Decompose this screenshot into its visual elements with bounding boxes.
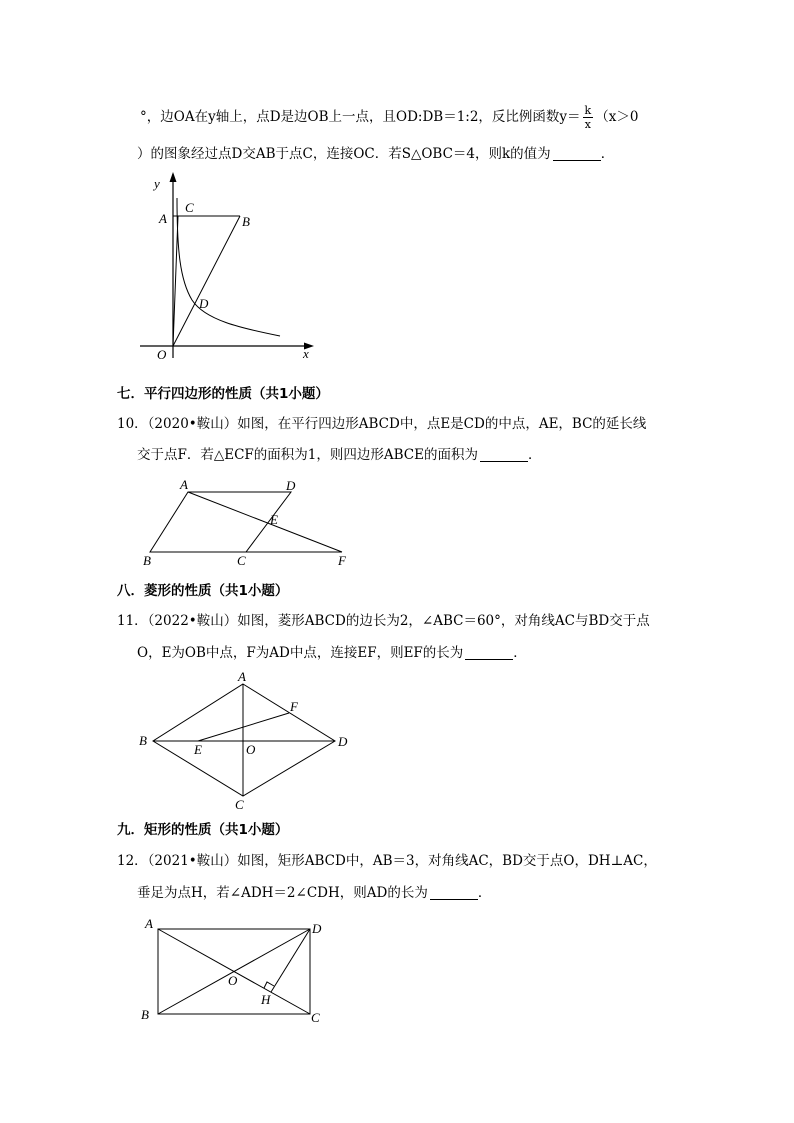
q12-label-C: C [311, 1010, 320, 1025]
q11-label-A: A [238, 669, 246, 684]
q11-line2 [137, 643, 527, 663]
q11-label-B: B [139, 733, 147, 748]
q9-label-D: D [199, 296, 209, 311]
q9-hyperbola [177, 198, 280, 336]
q9-line2-end: ． [600, 146, 615, 162]
q9-frac-num: k [584, 104, 592, 117]
q12-line1: 12．（2021•鞍山）如图，矩形ABCD中，AB＝3，对角线AC，BD交于点O，DH⊥AC， [117, 853, 657, 869]
q10-answer-blank [480, 447, 528, 462]
q9-line2-text: ）的图象经过点D交AB于点C，连接OC．若S△OBC＝4，则k的值为 [137, 146, 551, 162]
q9-segment-OB [173, 216, 240, 346]
q10-label-D: D [286, 478, 296, 493]
q11-figure [135, 668, 355, 813]
q9-label-C: C [185, 200, 194, 215]
q10-segment-AF [188, 492, 342, 552]
q10-label-C: C [237, 553, 246, 568]
q11-rhombus-ABCD [153, 684, 335, 796]
q12-figure [135, 912, 335, 1027]
q12-answer-blank [430, 885, 478, 900]
q9-line1 [140, 104, 638, 131]
q10-label-F: F [338, 553, 346, 568]
q12-label-D: D [312, 921, 322, 936]
q9-label-B: B [242, 214, 250, 229]
q9-segment-OC [173, 216, 178, 346]
q9-label-A: A [159, 211, 167, 226]
q11-answer-blank [465, 645, 513, 660]
q9-fraction [583, 104, 594, 131]
q12-line2-end: ． [477, 885, 492, 901]
q11-label-D: D [338, 734, 348, 749]
q10-line2 [137, 445, 542, 465]
q11-label-E: E [194, 742, 202, 757]
q9-line2 [137, 144, 614, 164]
q10-label-A: A [180, 477, 188, 492]
q11-line2-end: ． [513, 645, 527, 661]
q12-label-H: H [261, 992, 271, 1007]
q11-line2-text: O，E为OB中点，F为AD中点，连接EF，则EF的长为 [137, 645, 464, 661]
q12-label-A: A [145, 916, 153, 931]
q9-label-O: O [157, 347, 167, 362]
q9-label-y: y [154, 176, 160, 191]
q12-line2 [137, 883, 491, 903]
q11-label-O: O [246, 742, 256, 757]
q10-line1: 10．（2020•鞍山）如图，在平行四边形ABCD中，点E是CD的中点，AE，BC的延长线 [117, 416, 647, 432]
q9-frac-den: x [584, 118, 591, 131]
q10-figure [135, 474, 365, 570]
q11-label-F: F [290, 699, 298, 714]
q9-y-axis-arrow [170, 172, 177, 182]
section-heading-8: 八．菱形的性质（共1小题） [117, 583, 289, 599]
q12-segment-DH [271, 929, 310, 992]
q9-figure [130, 170, 330, 370]
q12-right-angle-mark [264, 982, 274, 988]
q11-line1: 11．（2022•鞍山）如图，菱形ABCD的边长为2，∠ABC＝60°，对角线AC与BD交于点 [117, 613, 650, 629]
q10-label-B: B [143, 553, 151, 568]
q10-label-E: E [270, 512, 278, 527]
q11-label-C: C [235, 797, 244, 812]
q10-line2-text: 交于点F．若△ECF的面积为1，则四边形ABCE的面积为 [137, 447, 478, 463]
q9-line1-pre: °，边OA在y轴上，点D是边OB上一点，且OD:DB＝1:2，反比例函数y＝ [140, 109, 581, 125]
q10-line2-end: ． [528, 447, 542, 463]
q9-answer-blank [553, 146, 601, 161]
q12-line2-text: 垂足为点H，若∠ADH＝2∠CDH，则AD的长为 [137, 885, 428, 901]
q9-label-x: x [303, 346, 309, 361]
q9-line1-post: （x＞0 [595, 109, 639, 125]
q12-label-O: O [228, 973, 238, 988]
section-heading-7: 七．平行四边形的性质（共1小题） [117, 386, 329, 402]
q12-label-B: B [141, 1007, 149, 1022]
section-heading-9: 九．矩形的性质（共1小题） [117, 822, 289, 838]
